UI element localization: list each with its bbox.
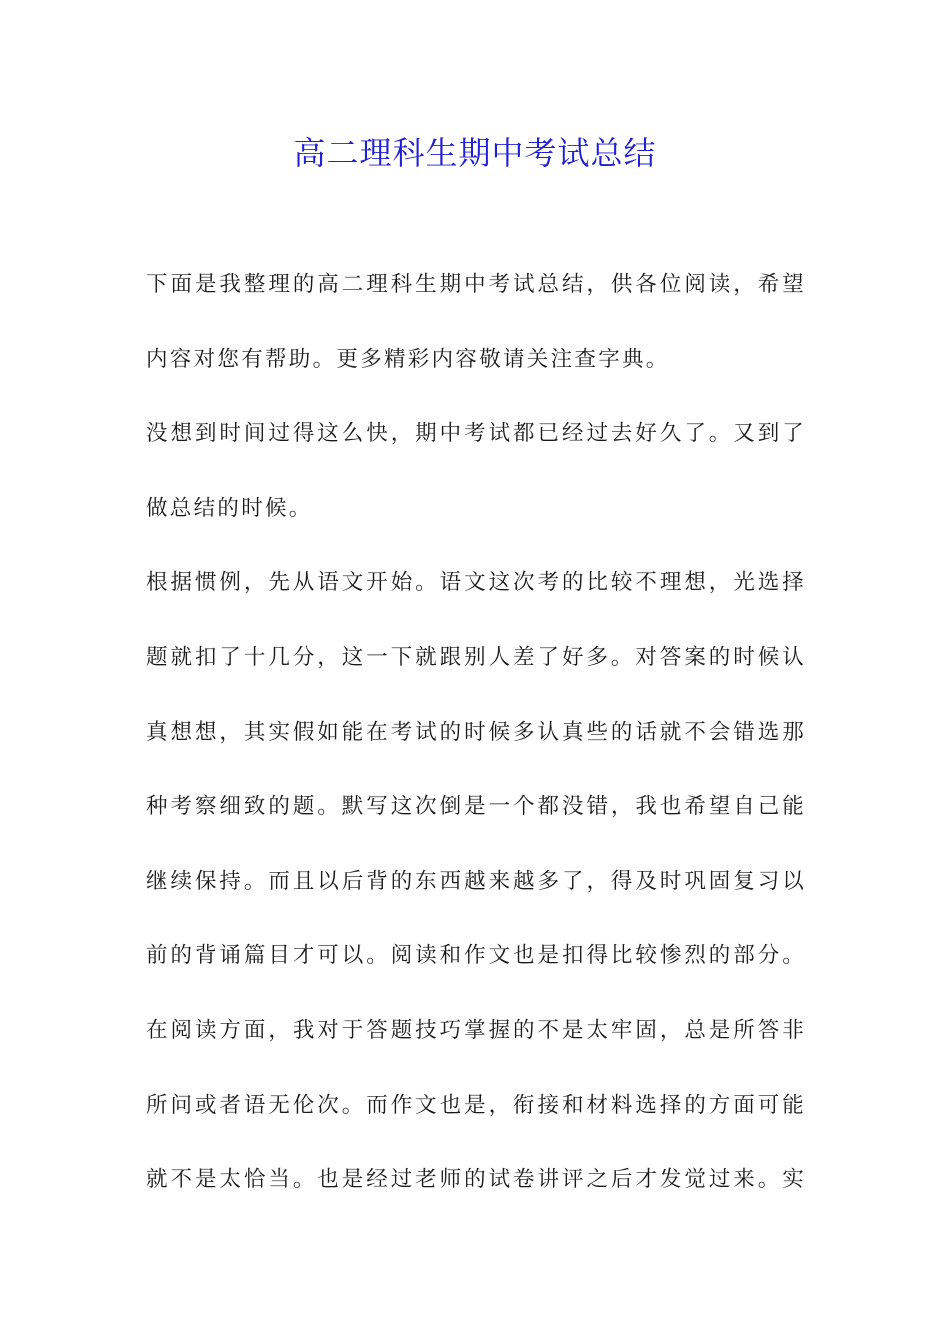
body-line: 继续保持。而且以后背的东西越来越多了，得及时巩固复习以 bbox=[146, 868, 806, 894]
body-line: 真想想，其实假如能在考试的时候多认真些的话就不会错选那 bbox=[146, 719, 806, 745]
body-line: 就不是太恰当。也是经过老师的试卷讲评之后才发觉过来。实 bbox=[146, 1167, 806, 1193]
body-line: 题就扣了十几分，这一下就跟别人差了好多。对答案的时候认 bbox=[146, 644, 806, 670]
body-line: 前的背诵篇目才可以。阅读和作文也是扣得比较惨烈的部分。 bbox=[146, 943, 806, 969]
body-line: 下面是我整理的高二理科生期中考试总结，供各位阅读，希望 bbox=[146, 272, 806, 297]
body-line: 在阅读方面，我对于答题技巧掌握的不是太牢固，总是所答非 bbox=[146, 1017, 806, 1043]
body-line: 所问或者语无伦次。而作文也是，衔接和材料选择的方面可能 bbox=[146, 1092, 806, 1118]
document-body bbox=[146, 262, 806, 1232]
body-line: 内容对您有帮助。更多精彩内容敬请关注查字典。 bbox=[146, 346, 670, 372]
body-line: 种考察细致的题。默写这次倒是一个都没错，我也希望自己能 bbox=[146, 794, 806, 820]
body-line: 根据惯例，先从语文开始。语文这次考的比较不理想，光选择 bbox=[146, 570, 806, 596]
body-line: 没想到时间过得这么快，期中考试都已经过去好久了。又到了 bbox=[146, 421, 806, 447]
document-title: 高二理科生期中考试总结 bbox=[293, 134, 657, 172]
body-line: 做总结的时候。 bbox=[146, 495, 313, 521]
